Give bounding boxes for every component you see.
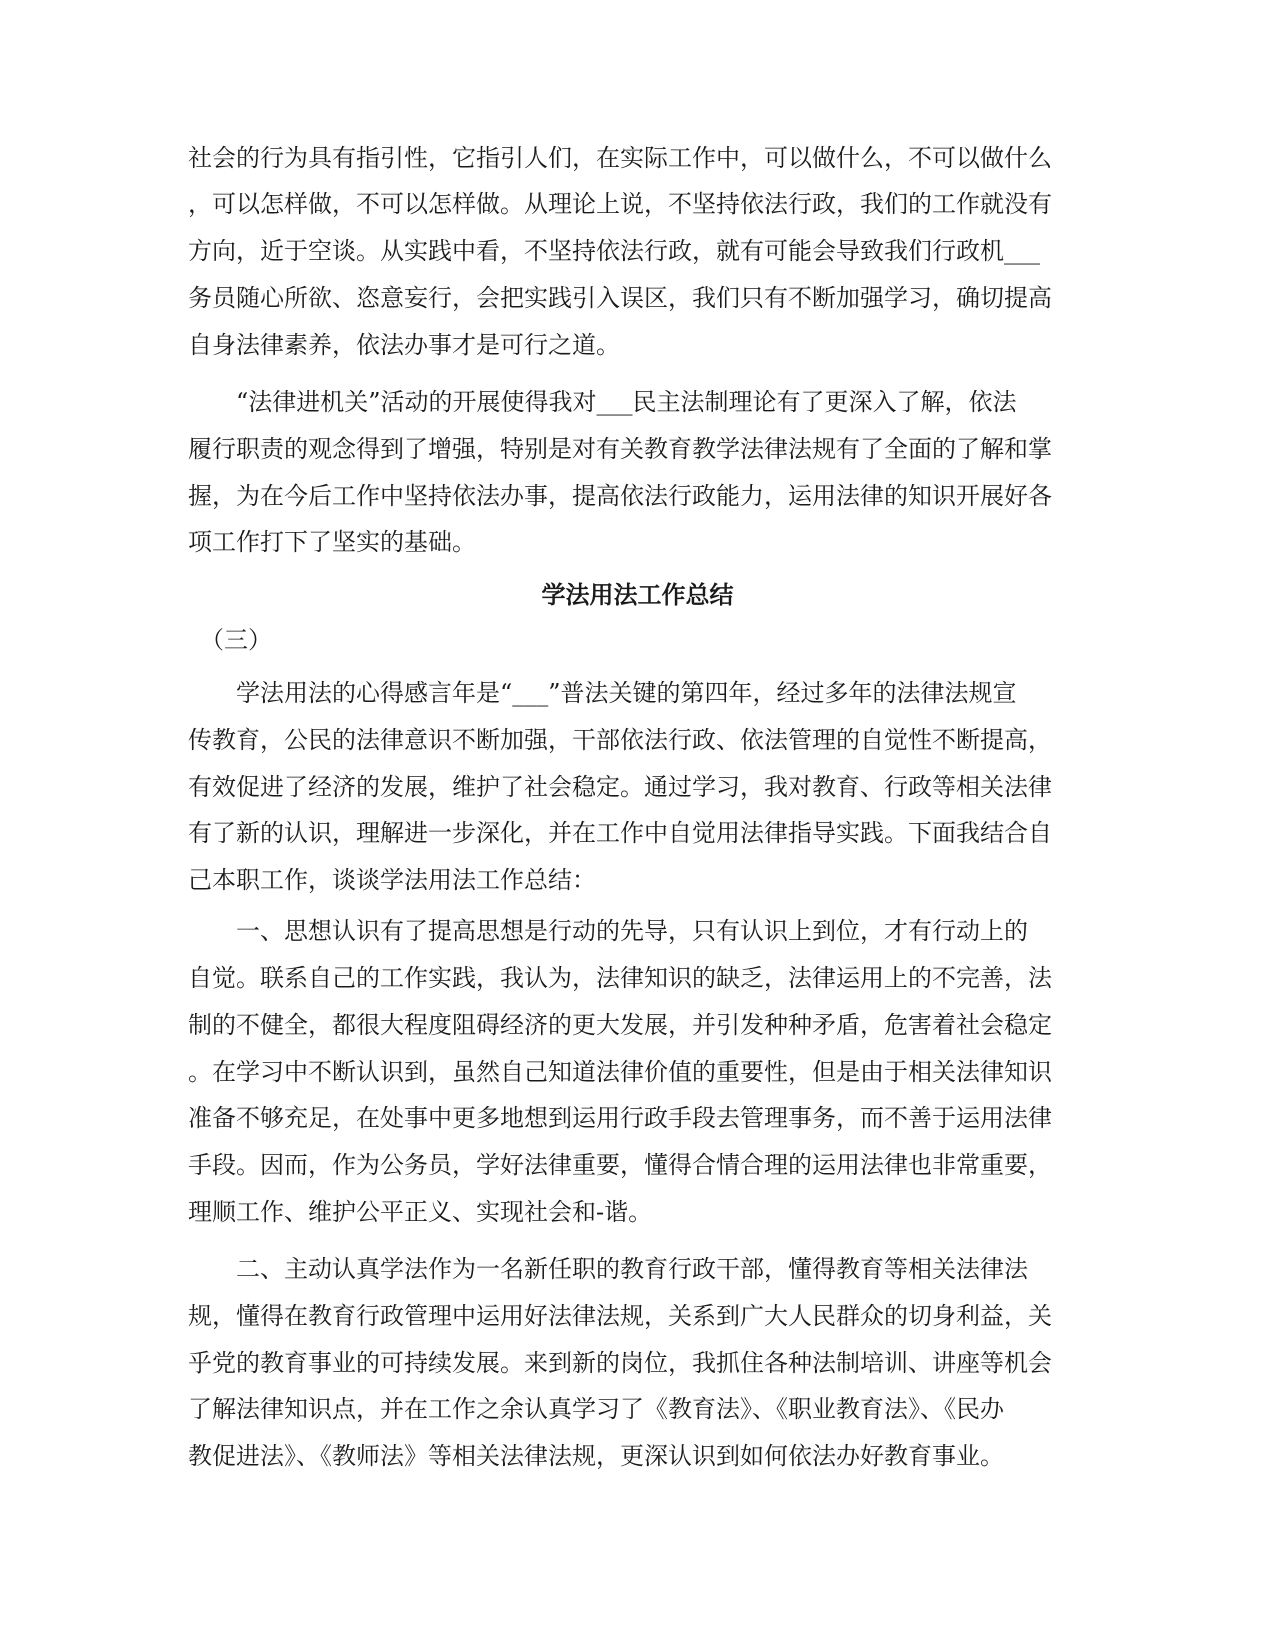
paragraph-line: 有效促进了经济的发展，维护了社会稳定。通过学习，我对教育、行政等相关法律 [188,773,1052,801]
paragraph-line: 自身法律素养，依法办事才是可行之道。 [188,331,620,359]
paragraph-line: 了解法律知识点，并在工作之余认真学习了《教育法》、《职业教育法》、《民办 [188,1395,1004,1423]
paragraph-line: 理顺工作、维护公平正义、实现社会和-谐。 [188,1198,653,1226]
paragraph-line: 传教育，公民的法律意识不断加强，干部依法行政、依法管理的自觉性不断提高， [188,726,1052,754]
paragraph-line: 准备不够充足，在处事中更多地想到运用行政手段去管理事务，而不善于运用法律 [188,1104,1052,1132]
paragraph-line: 自觉。联系自己的工作实践，我认为，法律知识的缺乏，法律运用上的不完善，法 [188,964,1052,992]
paragraph-line: 制的不健全，都很大程度阻碍经济的更大发展，并引发种种矛盾，危害着社会稳定 [188,1011,1052,1039]
paragraph-line: 握，为在今后工作中坚持依法办事，提高依法行政能力，运用法律的知识开展好各 [188,482,1052,510]
paragraph-line: 规，懂得在教育行政管理中运用好法律法规，关系到广大人民群众的切身利益，关 [188,1302,1052,1330]
paragraph-line: 己本职工作，谈谈学法用法工作总结： [188,866,596,894]
section-subtitle: （三） [188,626,272,654]
paragraph-line: 乎党的教育事业的可持续发展。来到新的岗位，我抓住各种法制培训、讲座等机会 [188,1349,1052,1377]
paragraph-line: 教促进法》、《教师法》等相关法律法规，更深认识到如何依法办好教育事业。 [188,1442,1004,1470]
paragraph-line: 务员随心所欲、恣意妄行，会把实践引入误区，我们只有不断加强学习，确切提高 [188,284,1052,312]
paragraph-line: ，可以怎样做，不可以怎样做。从理论上说，不坚持依法行政，我们的工作就没有 [188,190,1052,218]
paragraph-line: 方向，近于空谈。从实践中看，不坚持依法行政，就有可能会导致我们行政机___ [188,237,1040,265]
paragraph-line: 。在学习中不断认识到，虽然自己知道法律价值的重要性，但是由于相关法律知识 [188,1058,1052,1086]
paragraph-line: 一、思想认识有了提高思想是行动的先导，只有认识上到位，才有行动上的 [188,917,1028,945]
paragraph-line: 有了新的认识，理解进一步深化，并在工作中自觉用法律指导实践。下面我结合自 [188,819,1052,847]
section-title: 学法用法工作总结 [541,581,734,609]
paragraph-line: 社会的行为具有指引性，它指引人们，在实际工作中，可以做什么，不可以做什么 [188,144,1052,172]
paragraph-line: 项工作打下了坚实的基础。 [188,528,476,556]
paragraph-line: 履行职责的观念得到了增强，特别是对有关教育教学法律法规有了全面的了解和掌 [188,435,1052,463]
paragraph-line: 手段。因而，作为公务员，学好法律重要，懂得合情合理的运用法律也非常重要， [188,1151,1052,1179]
paragraph-line: 学法用法的心得感言年是“___”普法关键的第四年，经过多年的法律法规宣 [188,679,1017,707]
paragraph-line: 二、主动认真学法作为一名新任职的教育行政干部，懂得教育等相关法律法 [188,1255,1028,1283]
paragraph-line: “法律进机关”活动的开展使得我对___民主法制理论有了更深入了解，依法 [188,388,1017,416]
